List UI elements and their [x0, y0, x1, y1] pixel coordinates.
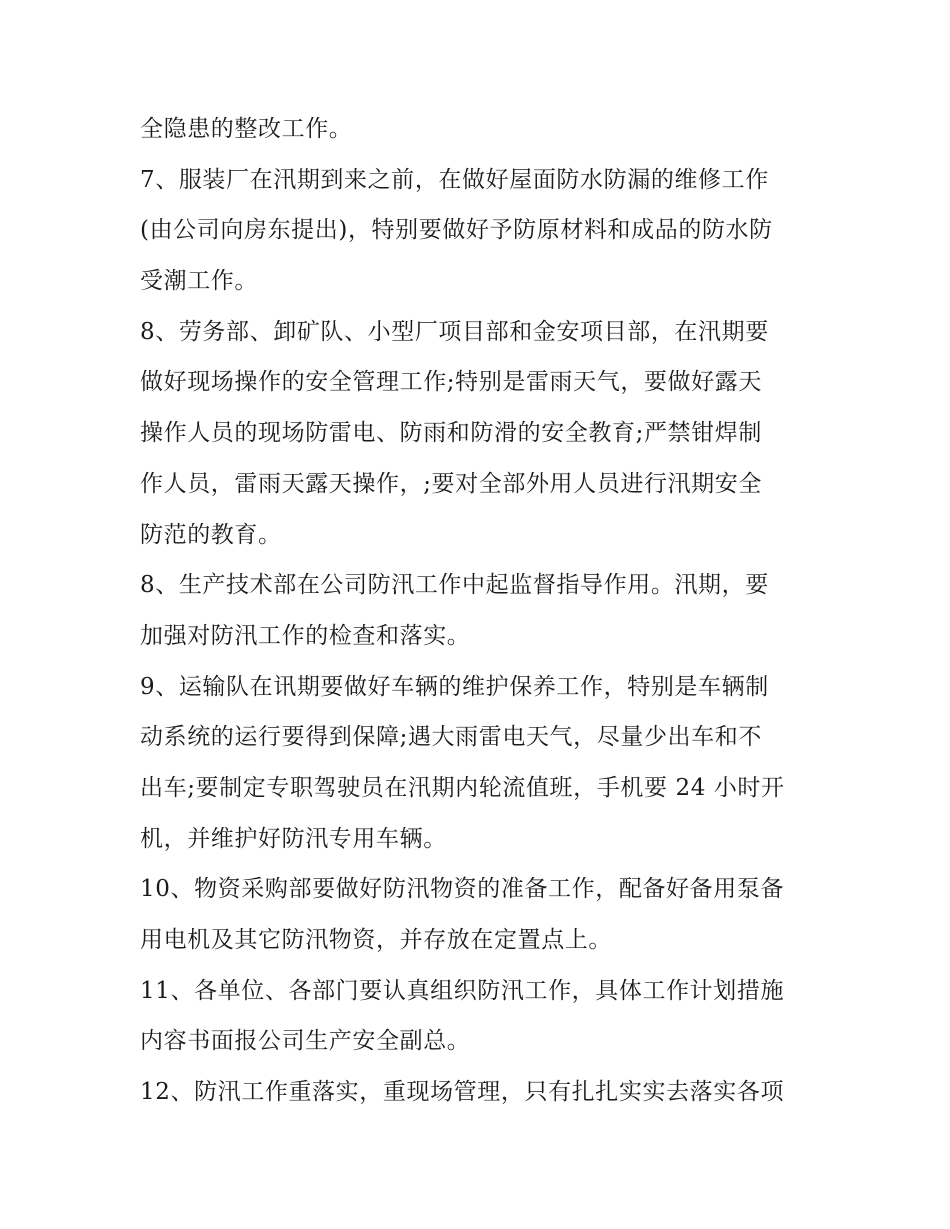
text-line: 9、运输队在讯期要做好车辆的维护保养工作，特别是车辆制: [140, 673, 769, 700]
text-line: 操作人员的现场防雷电、防雨和防滑的安全教育;严禁钳焊制: [140, 420, 762, 447]
text-line: 8、劳务部、卸矿队、小型厂项目部和金安项目部，在汛期要: [140, 318, 769, 345]
text-line: 出车;要制定专职驾驶员在汛期内轮流值班，手机要 24 小时开: [140, 774, 785, 801]
text-line: 8、生产技术部在公司防汛工作中起监督指导作用。汛期，要: [140, 572, 769, 599]
text-line: 作人员，雷雨天露天操作，;要对全部外用人员进行汛期安全: [140, 470, 762, 497]
text-line: 7、服装厂在汛期到来之前，在做好屋面防水防漏的维修工作: [140, 166, 769, 193]
text-line: 全隐患的整改工作。: [140, 116, 353, 142]
text-line: 加强对防汛工作的检查和落实。: [140, 622, 471, 649]
text-line: 内容书面报公司生产安全副总。: [140, 1028, 471, 1055]
text-line: 做好现场操作的安全管理工作;特别是雷雨天气，要做好露天: [140, 369, 762, 396]
text-line: 动系统的运行要得到保障;遇大雨雷电天气，尽量少出车和不: [140, 724, 762, 751]
text-line: 防范的教育。: [140, 521, 282, 548]
text-line: 11、各单位、各部门要认真组织防汛工作，具体工作计划措施: [140, 977, 785, 1004]
text-line: 机，并维护好防汛专用车辆。: [140, 825, 447, 852]
document-body: [140, 104, 812, 1118]
text-line: 10、物资采购部要做好防汛物资的准备工作，配备好备用泵备: [140, 876, 785, 903]
text-line: 受潮工作。: [140, 268, 258, 295]
text-line: 12、防汛工作重落实，重现场管理，只有扎扎实实去落实各项: [140, 1079, 785, 1106]
text-line: (由公司向房东提出)，特别要做好予防原材料和成品的防水防: [140, 217, 773, 244]
text-line: 用电机及其它防汛物资，并存放在定置点上。: [140, 927, 612, 953]
